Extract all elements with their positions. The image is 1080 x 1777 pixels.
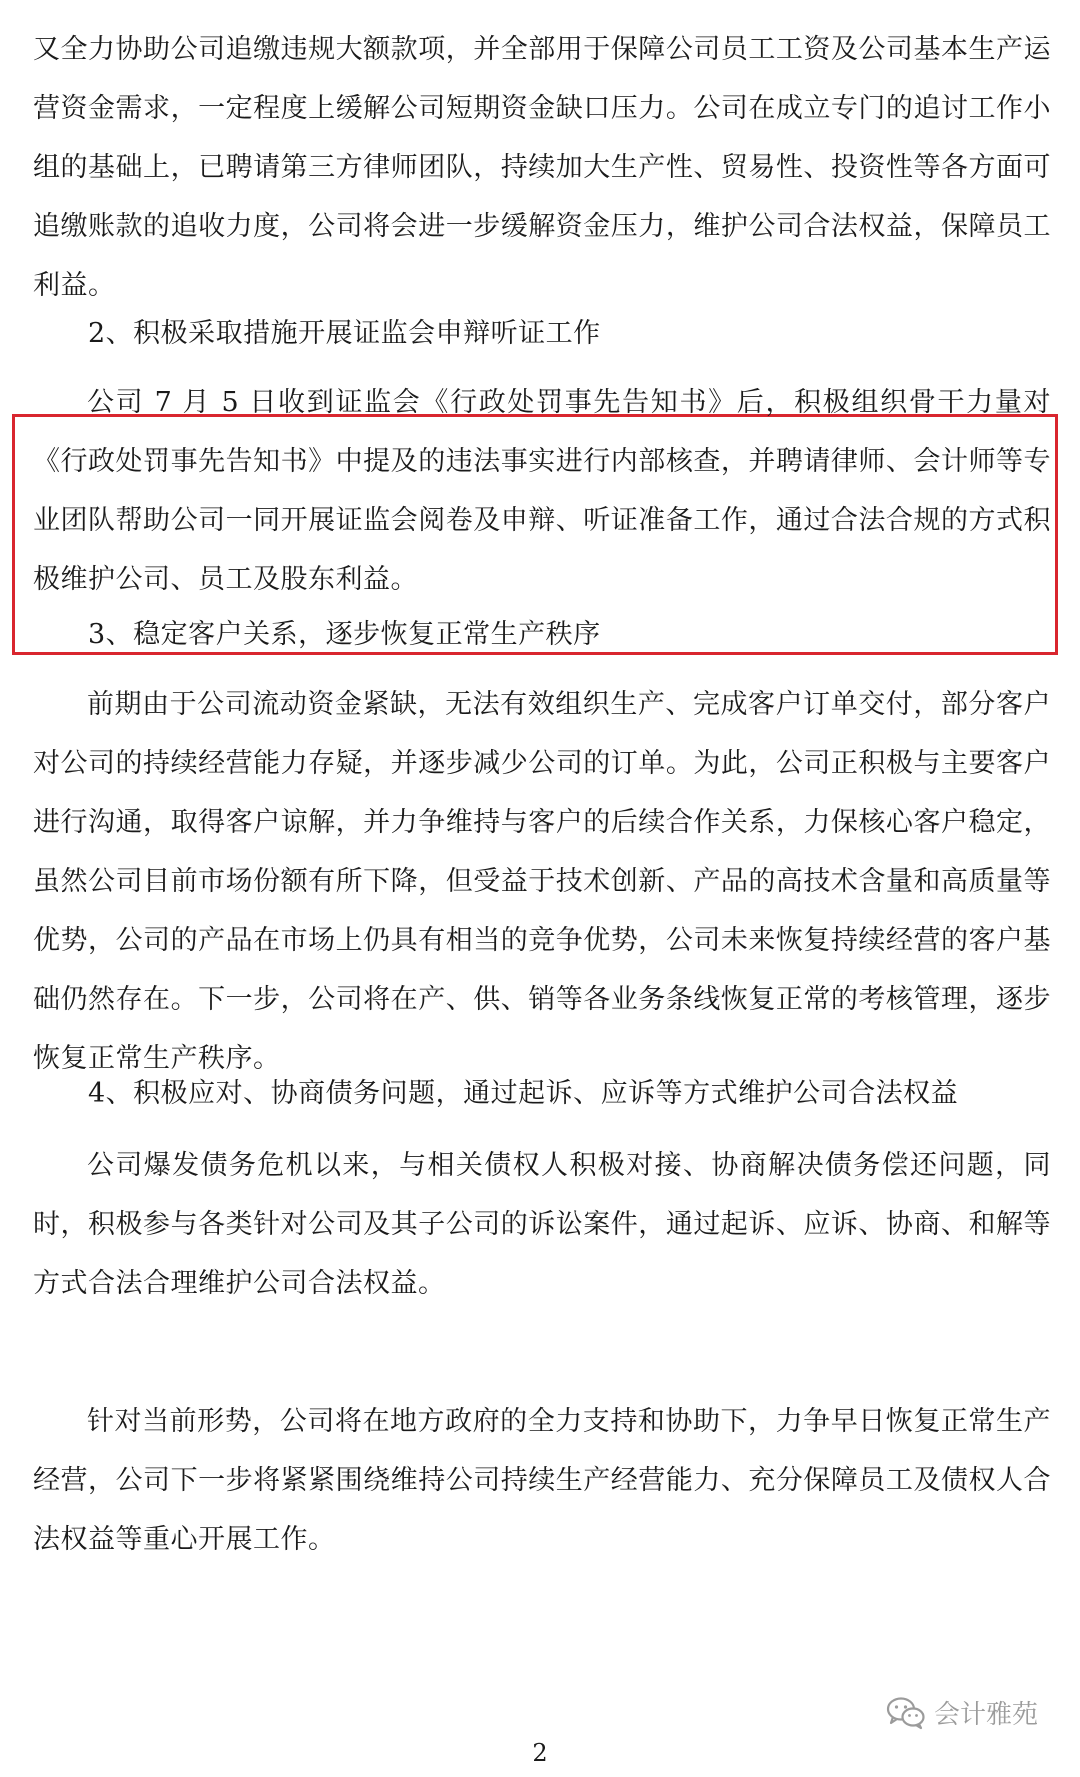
paragraph-4: 公司爆发债务危机以来，与相关债权人积极对接、协商解决债务偿还问题，同时，积极参与各类针对公司及其子公司的诉讼案件，通过起诉、应诉、协商、和解等方式合法合理维护公司合法权益。	[33, 1150, 1051, 1299]
paragraph-3: 前期由于公司流动资金紧缺，无法有效组织生产、完成客户订单交付，部分客户对公司的持续经营能力存疑，并逐步减少公司的订单。为此，公司正积极与主要客户进行沟通，取得客户谅解，并力争维持与客户的后续合作关系，力保核心客户稳定，虽然公司目前市场份额有所下降，但受益于技术创新、产品的高技术含量和高质量等优势，公司的产品在市场上仍具有相当的竞争优势，公司未来恢复持续经营的客户基础仍然存在。下一步，公司将在产、供、销等各业务条线恢复正常的考核管理，逐步恢复正常生产秩序。	[33, 689, 1051, 1074]
paragraph-intro: 又全力协助公司追缴违规大额款项，并全部用于保障公司员工工资及公司基本生产运营资金需求，一定程度上缓解公司短期资金缺口压力。公司在成立专门的追讨工作小组的基础上，已聘请第三方律师团队，持续加大生产性、贸易性、投资性等各方面可追缴账款的追收力度，公司将会进一步缓解资金压力，维护公司合法权益，保障员工利益。	[33, 34, 1051, 301]
page-number: 2	[532, 1739, 548, 1767]
wechat-icon	[886, 1696, 926, 1730]
paragraph-2: 公司 7 月 5 日收到证监会《行政处罚事先告知书》后，积极组织骨干力量对《行政处罚事先告知书》中提及的违法事实进行内部核查，并聘请律师、会计师等专业团队帮助公司一同开展证监会阅卷及申辩、听证准备工作，通过合法合规的方式积极维护公司、员工及股东利益。	[33, 387, 1051, 595]
section-heading-3: 3、稳定客户关系，逐步恢复正常生产秩序	[88, 619, 601, 650]
paragraph-final: 针对当前形势，公司将在地方政府的全力支持和协助下，力争早日恢复正常生产经营，公司下一步将紧紧围绕维持公司持续生产经营能力、充分保障员工及债权人合法权益等重心开展工作。	[33, 1406, 1051, 1555]
watermark-text: 会计雅苑	[933, 1700, 1038, 1730]
watermark	[886, 1694, 1038, 1731]
section-heading-2: 2、积极采取措施开展证监会申辩听证工作	[88, 318, 601, 349]
section-heading-4: 4、积极应对、协商债务问题，通过起诉、应诉等方式维护公司合法权益	[88, 1078, 959, 1109]
